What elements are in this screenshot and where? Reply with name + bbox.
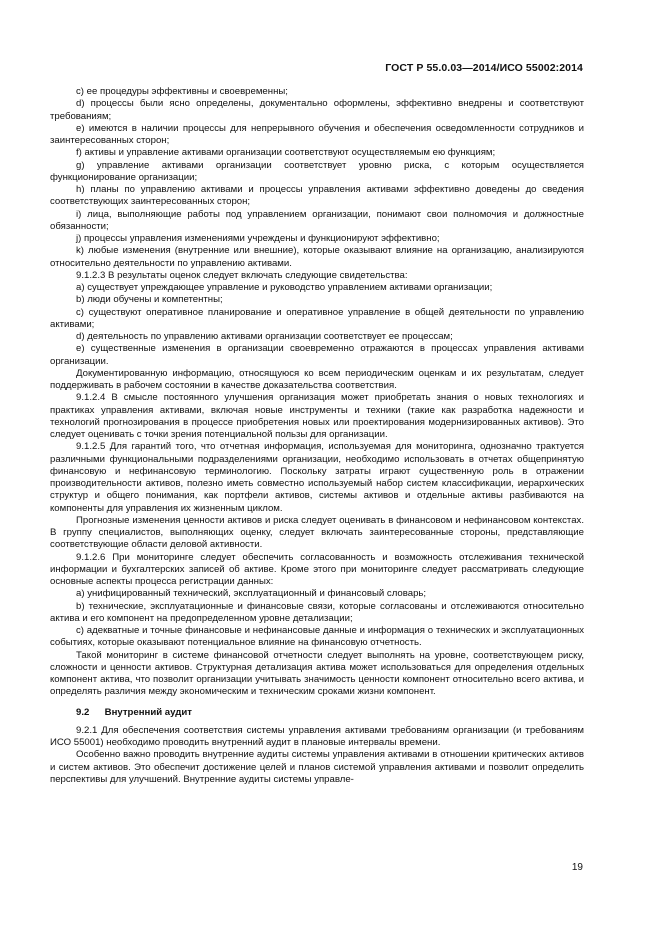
body-paragraph: Особенно важно проводить внутренние аудиты системы управления активами в отношении критических активов и систем активов. Это обеспечит достижение целей и планов системой управления активами и позволит определить перспективы для улучшений. Внутренние аудиты системы управле- xyxy=(50,749,584,785)
list-item-f: f) активы и управление активами организации соответствуют осуществляемым ею функциям; xyxy=(76,147,496,159)
clause-9-1-2-6: 9.1.2.6 При мониторинге следует обеспечить согласованность и возможность отслеживания технической информации и бухгалтерских записей об активе. Кроме этого при мониторинге следует рассматривать следующие основные аспекты процесса регистрации данных: xyxy=(50,551,584,587)
list-item-b: b) технические, эксплуатационные и финансовые связи, которые согласованы и отслеживаются относительно актива и его компонент на предопределенном уровне детализации; xyxy=(50,600,584,624)
list-item-d: d) деятельность по управлению активами организации соответствует ее процессам; xyxy=(76,331,453,342)
section-heading xyxy=(50,707,584,719)
list-item-a: a) существует упреждающее управление и руководство управлением активами организации; xyxy=(76,282,493,293)
body-paragraph: Прогнозные изменения ценности активов и риска следует оценивать в финансовом и нефинансовом контекстах. В группу специалистов, выполняющих оценку, следует включать заинтересованные стороны, представляющие соответствующие области деловой активности. xyxy=(50,514,584,551)
list-item-i: i) лица, выполняющие работы под управлением организации, понимают свои полномочия и должностные обязанности; xyxy=(50,208,584,232)
list-item-a: a) унифицированный технический, эксплуатационный и финансовый словарь; xyxy=(76,588,427,600)
page-number: 19 xyxy=(571,862,583,873)
list-item-c: c) адекватные и точные финансовые и нефинансовые данные и информация о технических и эксплуатационных событиях, которые оказывают потенциальное влияние на финансовую отчетность. xyxy=(50,625,584,649)
clause-9-1-2-3: 9.1.2.3 В результаты оценок следует включать следующие свидетельства: xyxy=(76,269,408,281)
clause-9-1-2-4: 9.1.2.4 В смысле постоянного улучшения организация может приобретать знания о новых технологиях и практиках управления активами, включая новые инструменты и техники (такие как разработка надежности и технологий прогнозирования в процессе приобретения новых или проектирования модернизированных активов). Это следует оценивать с точки зрения потенциальной пользы для организации. xyxy=(50,392,584,440)
page-header: ГОСТ Р 55.0.03—2014/ИСО 55002:2014 xyxy=(385,62,583,74)
list-item-g: g) управление активами организации соответствует уровню риска, с которым осуществляется функционирование организации; xyxy=(50,159,584,183)
list-item-j: j) процессы управления изменениями учреждены и функционируют эффективно; xyxy=(76,233,440,244)
list-item-c: c) ее процедуры эффективны и своевременны; xyxy=(76,86,288,97)
list-item-k: k) любые изменения (внутренние или внешние), которые оказывают влияние на организацию, анализируются относительно деятельности по управлению активами. xyxy=(50,245,584,269)
list-item-h: h) планы по управлению активами и процессы управления активами эффективно доведены до сведения соответствующих заинтересованных сторон; xyxy=(50,184,584,208)
list-item-b: b) люди обучены и компетентны; xyxy=(76,294,223,306)
list-item-c: c) существуют оперативное планирование и оперативное управление в общей деятельности по управлению активами; xyxy=(50,306,584,330)
list-item-d: d) процессы были ясно определены, документально оформлены, эффективно внедрены и соответствуют требованиям; xyxy=(50,98,584,122)
section-title: Внутренний аудит xyxy=(104,706,192,718)
section-number: 9.2 xyxy=(76,706,90,718)
list-item-e: e) существенные изменения в организации своевременно отражаются в процессах управления активами организации. xyxy=(50,343,584,367)
body-paragraph: Такой мониторинг в системе финансовой отчетности следует выполнять на уровне, соответствующем риску, сложности и ценности активов. Структурная детализация актива может использоваться для определения отдельных компонент актива, что позволит организации учитывать значимость ценности компонент относительно всего актива, и определять различия между экономическим и техническим сроками жизни компонент. xyxy=(50,649,584,698)
clause-9-1-2-5: 9.1.2.5 Для гарантий того, что отчетная информация, используемая для мониторинга, однозначно трактуется различными функциональными подразделениями организации, необходимо использовать в отчетах общепринятую финансовую и нефинансовую терминологию. Поскольку затраты играют существенную роль в отражении производительности активов, полезно иметь совместно используемый набор систем классификации, иерархических структур и общего понимания, как портфели активов, системы активов и отдельные активы разбиваются на компоненты для управления их жизненным циклом. xyxy=(50,441,584,514)
page-body xyxy=(50,86,584,786)
clause-9-2-1: 9.2.1 Для обеспечения соответствия системы управления активами требованиям организации (и требованиям ИСО 55001) необходимо проводить внутренний аудит в плановые интервалы времени. xyxy=(50,724,584,748)
list-item-e: e) имеются в наличии процессы для непрерывного обучения и обеспечения осведомленности сотрудников и заинтересованных сторон; xyxy=(50,122,584,146)
body-paragraph: Документированную информацию, относящуюся ко всем периодическим оценкам и их результатам, следует поддерживать в рабочем состоянии в качестве доказательства соответствия. xyxy=(50,367,584,391)
